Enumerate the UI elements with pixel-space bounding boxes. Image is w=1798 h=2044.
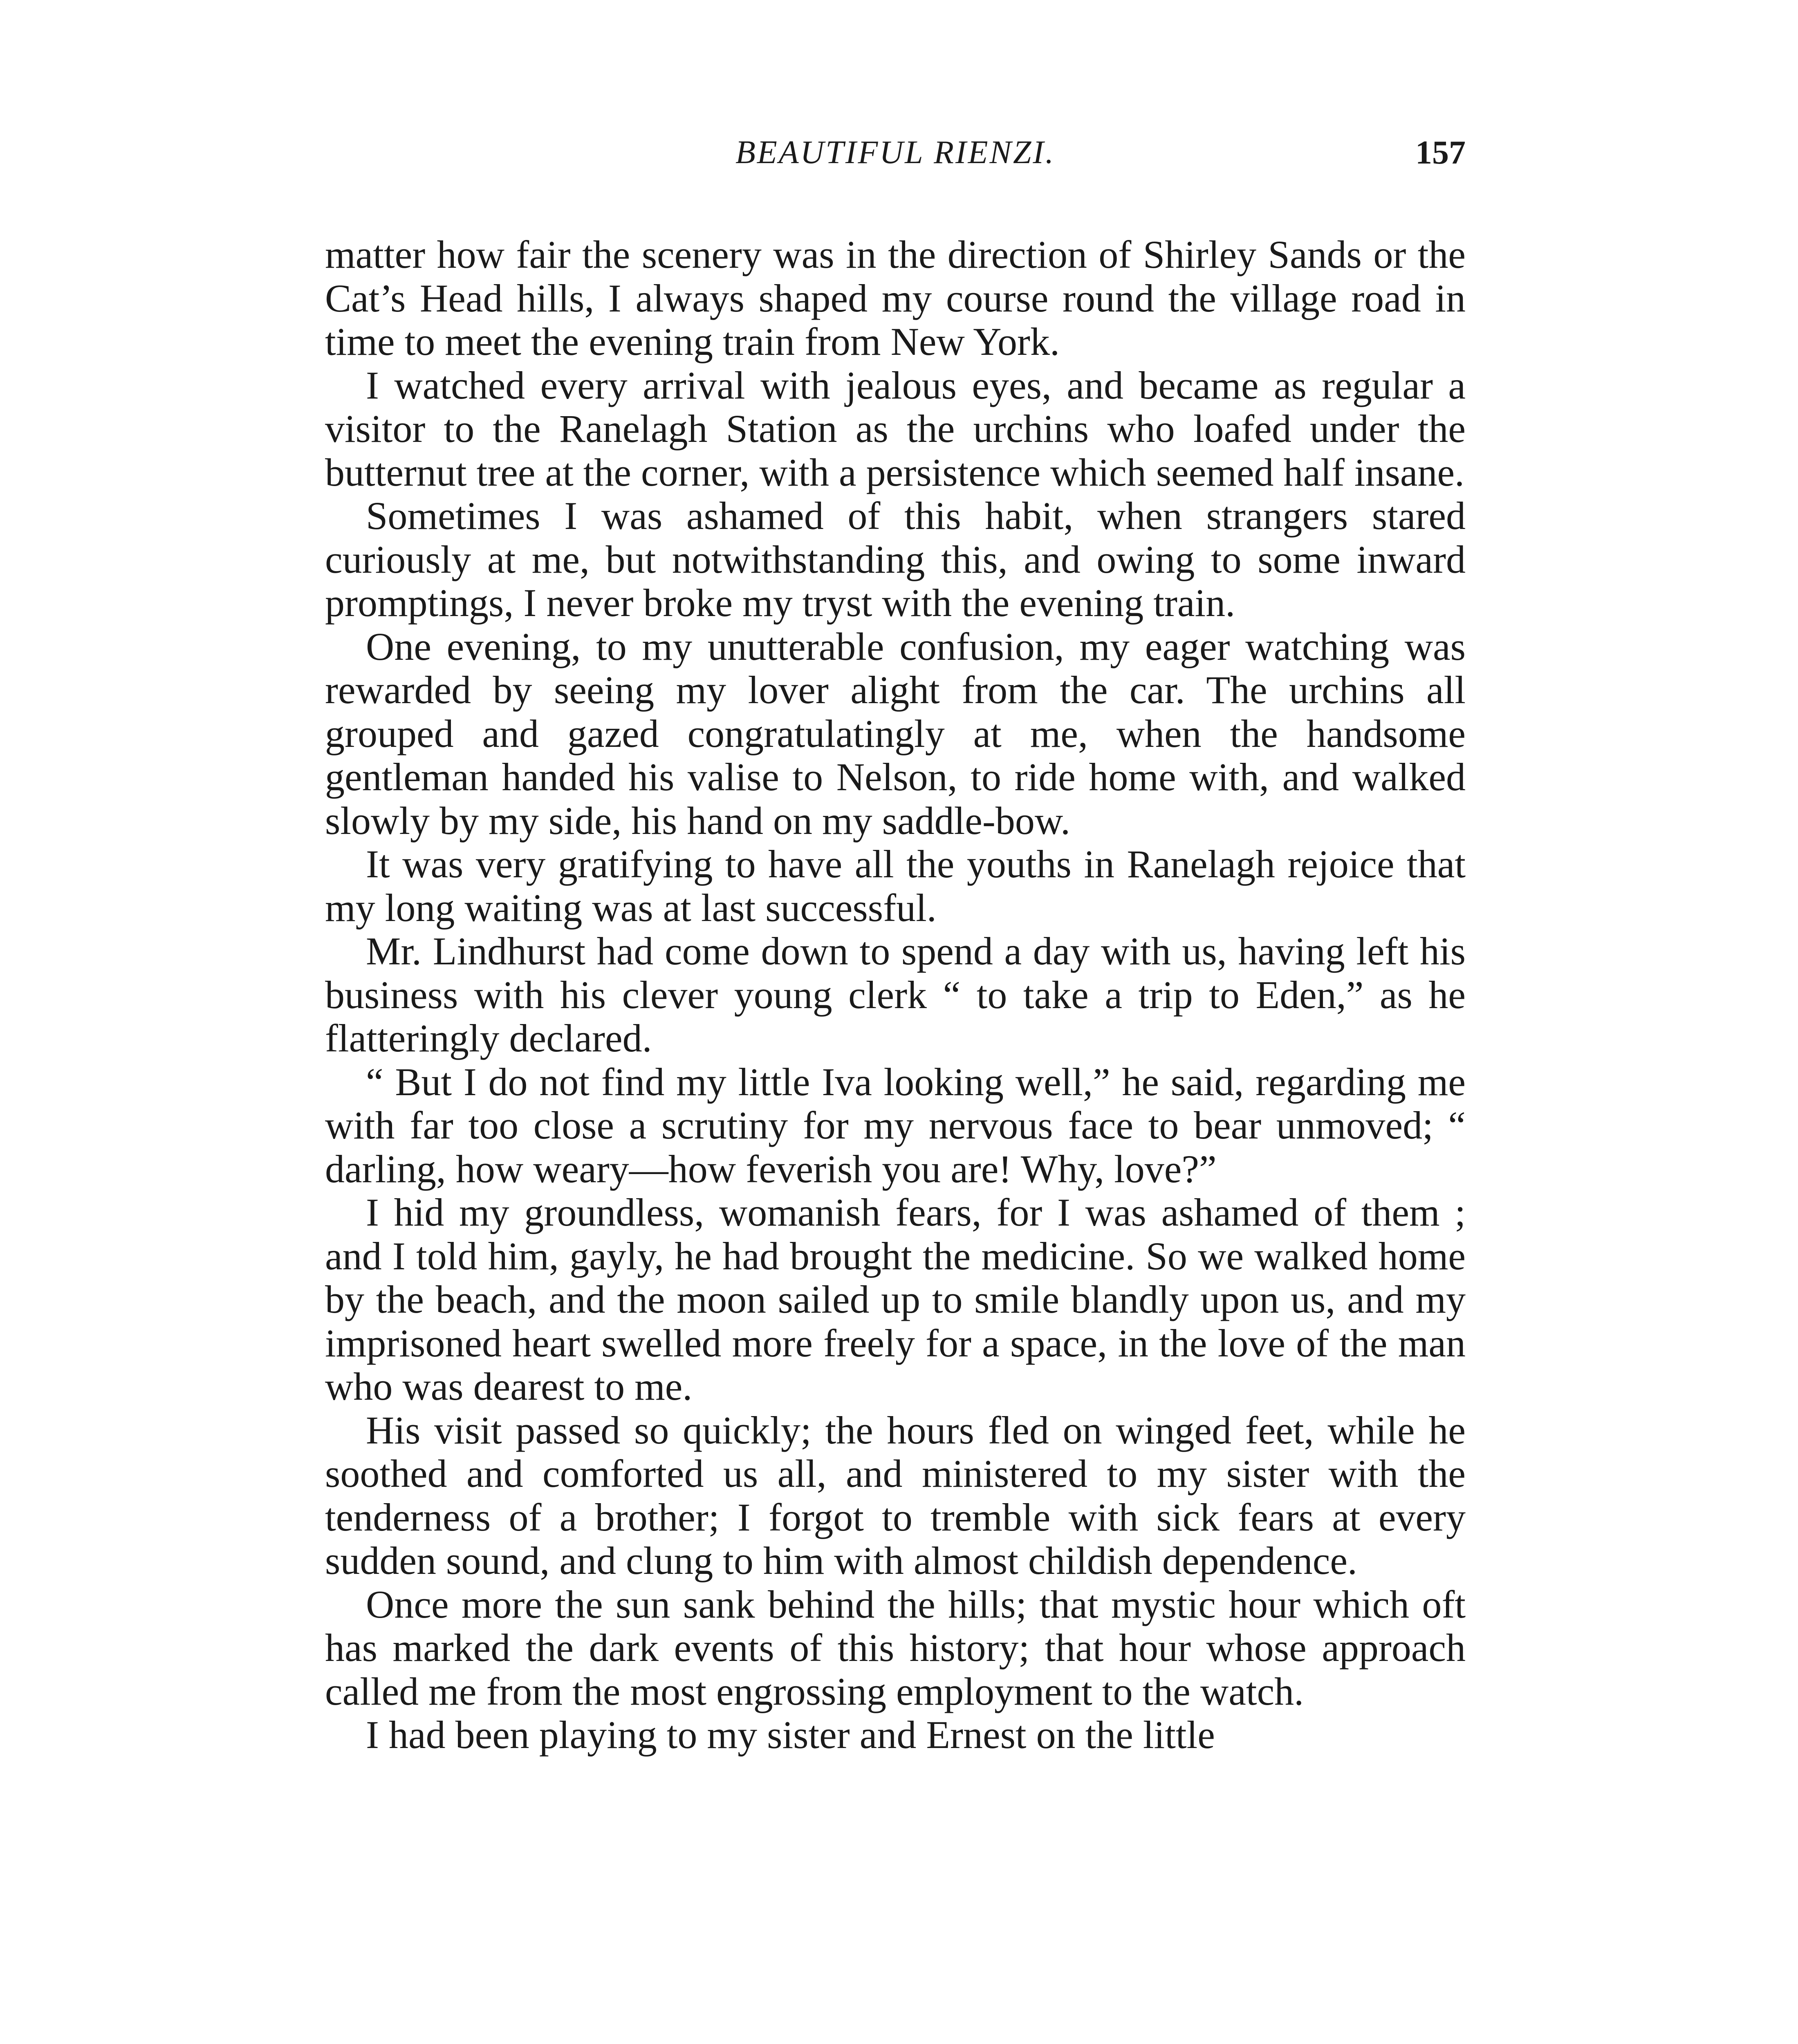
paragraph-1: matter how fair the scenery was in the direction of Shirley Sands or the Cat’s Head hills, I always shaped my course round the village road in time to meet the evening train from New York. (325, 233, 1466, 363)
paragraph-10: Once more the sun sank behind the hills; that mystic hour which oft has marked the dark events of this history; that hour whose approach called me from the most engrossing employment to the watch. (325, 1582, 1466, 1713)
paragraph-6: Mr. Lindhurst had come down to spend a day with us, having left his business with his clever young clerk “ to take a trip to Eden,” as he flatteringly declared. (325, 929, 1466, 1060)
page-header (325, 130, 1466, 175)
page-number: 157 (1415, 134, 1466, 171)
paragraph-9: His visit passed so quickly; the hours fled on winged feet, while he soothed and comforted us all, and ministered to my sister with the tenderness of a brother; I forgot to tremble with sick fears at every sudden sound, and clung to him with almost childish dependence. (325, 1408, 1466, 1582)
running-title: BEAUTIFUL RIENZI. (735, 134, 1056, 170)
paragraph-11: I had been playing to my sister and Ernest on the little (366, 1713, 1215, 1757)
body-text (325, 233, 1466, 1757)
paragraph-5: It was very gratifying to have all the youths in Ranelagh rejoice that my long waiting was at last successful. (325, 842, 1466, 930)
paragraph-7: “ But I do not find my little Iva looking well,” he said, regarding me with far too close a scrutiny for my nervous face to bear unmoved; “ darling, how weary—how feverish you are! Why, love?” (325, 1060, 1466, 1191)
paragraph-2: I watched every arrival with jealous eyes, and became as regular a visitor to the Ranelagh Station as the urchins who loafed under the butternut tree at the corner, with a persistence which seemed half insane. (325, 363, 1466, 494)
paragraph-4: One evening, to my unutterable confusion, my eager watching was rewarded by seeing my lover alight from the car. The urchins all grouped and gazed congratulatingly at me, when the handsome gentleman handed his valise to Nelson, to ride home with, and walked slowly by my side, his hand on my saddle-bow. (325, 624, 1466, 843)
paragraph-8: I hid my groundless, womanish fears, for I was ashamed of them ; and I told him, gayly, he had brought the medicine. So we walked home by the beach, and the moon sailed up to smile blandly upon us, and my imprisoned heart swelled more freely for a space, in the love of the man who was dearest to me. (325, 1190, 1466, 1408)
paragraph-3: Sometimes I was ashamed of this habit, when strangers stared curiously at me, but notwithstanding this, and owing to some inward promptings, I never broke my tryst with the evening train. (325, 494, 1466, 625)
